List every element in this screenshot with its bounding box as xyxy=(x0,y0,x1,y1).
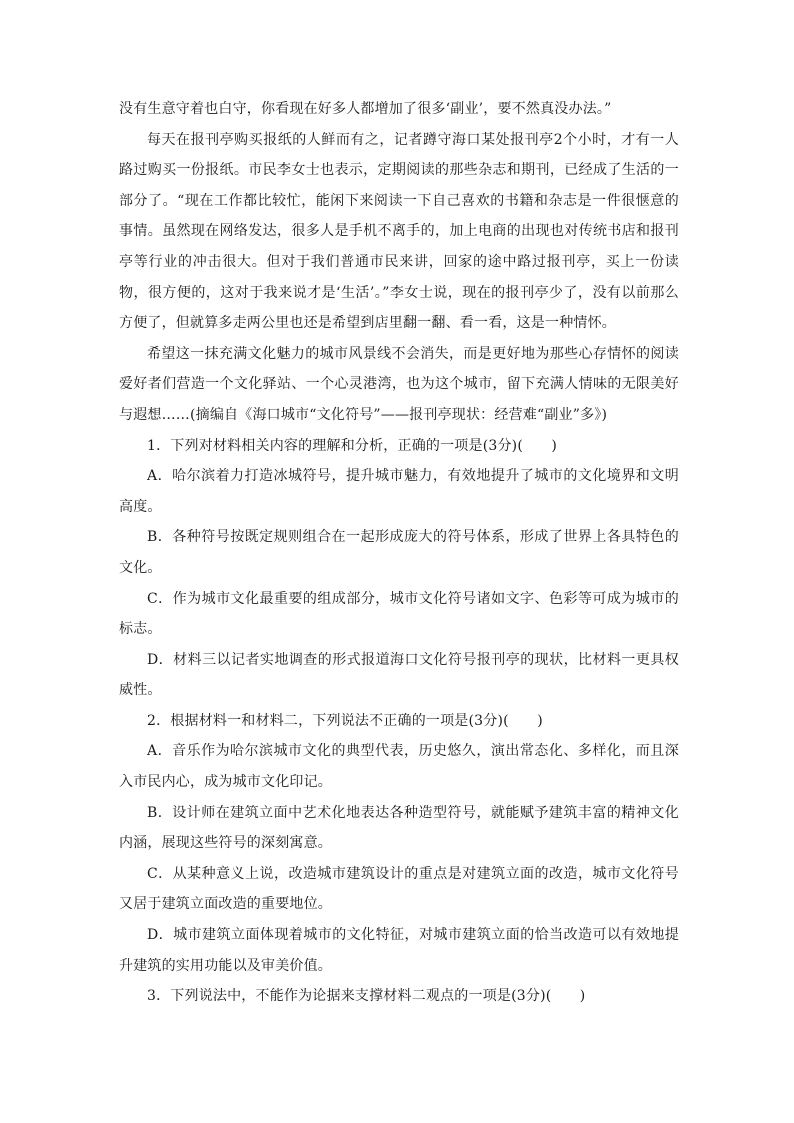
question-1-option-d: D．材料三以记者实地调查的形式报道海口文化符号报刊亭的现状，比材料一更具权威性。 xyxy=(119,651,679,699)
paragraph-newsstand-reading: 每天在报刊亭购买报纸的人鲜而有之，记者蹲守海口某处报刊亭2个小时，才有一人路过购买一份报纸。市民李女士也表示，定期阅读的那些杂志和期刊，已经成了生活的一部分了。“现在工作都比较忙，能闲下来阅读一下自己喜欢的书籍和杂志是一件很惬意的事情。虽然现在网络发达，很多人是手机不离手的，加上电商的出现也对传统书店和报刊亭等行业的冲击很大。但对于我们普通市民来讲，回家的途中路过报刊亭，买上一份读物，很方便的，这对于我来说才是‘生活’。”李女士说，现在的报刊亭少了，没有以前那么方便了，但就算多走两公里也还是希望到店里翻一翻、看一看，这是一种情怀。 xyxy=(119,131,679,332)
document-body xyxy=(119,94,679,1012)
question-2-stem: 2．根据材料一和材料二，下列说法不正确的一项是(3分)( ) xyxy=(147,712,543,729)
question-2-option-a: A．音乐作为哈尔滨城市文化的典型代表，历史悠久，演出常态化、多样化，而且深入市民内心，成为城市文化印记。 xyxy=(119,743,679,791)
question-2-option-d: D．城市建筑立面体现着城市的文化特征，对城市建筑立面的恰当改造可以有效地提升建筑的实用功能以及审美价值。 xyxy=(119,927,679,974)
question-1-option-c: C．作为城市文化最重要的组成部分，城市文化符号诸如文字、色彩等可成为城市的标志。 xyxy=(119,590,679,638)
question-2-option-b: B．设计师在建筑立面中艺术化地表达各种造型符号，就能赋予建筑丰富的精神文化内涵，展现这些符号的深刻寓意。 xyxy=(119,804,679,852)
question-3-stem: 3．下列说法中，不能作为论据来支撑材料二观点的一项是(3分)( ) xyxy=(147,988,586,1005)
paragraph-closing-hope: 希望这一抹充满文化魅力的城市风景线不会消失，而是更好地为那些心存情怀的阅读爱好者们营造一个文化驿站、一个心灵港湾，也为这个城市，留下充满人情味的无限美好与遐想……(摘编自《海口城市“文化符号”——报刊亭现状：经营难“副业”多》) xyxy=(119,345,679,423)
paragraph-continuation: 没有生意守着也白守，你看现在好多人都增加了很多‘副业’，要不然真没办法。” xyxy=(119,101,612,117)
question-1-option-b: B．各种符号按既定规则组合在一起形成庞大的符号体系，形成了世界上各具特色的文化。 xyxy=(119,529,679,576)
question-1-option-a: A．哈尔滨着力打造冰城符号，提升城市魅力，有效地提升了城市的文化境界和文明高度。 xyxy=(119,468,679,515)
question-1-stem: 1．下列对材料相关内容的理解和分析，正确的一项是(3分)( ) xyxy=(147,437,558,454)
question-2-option-c: C．从某种意义上说，改造城市建筑设计的重点是对建筑立面的改造，城市文化符号又居于建筑立面改造的重要地位。 xyxy=(119,865,679,913)
